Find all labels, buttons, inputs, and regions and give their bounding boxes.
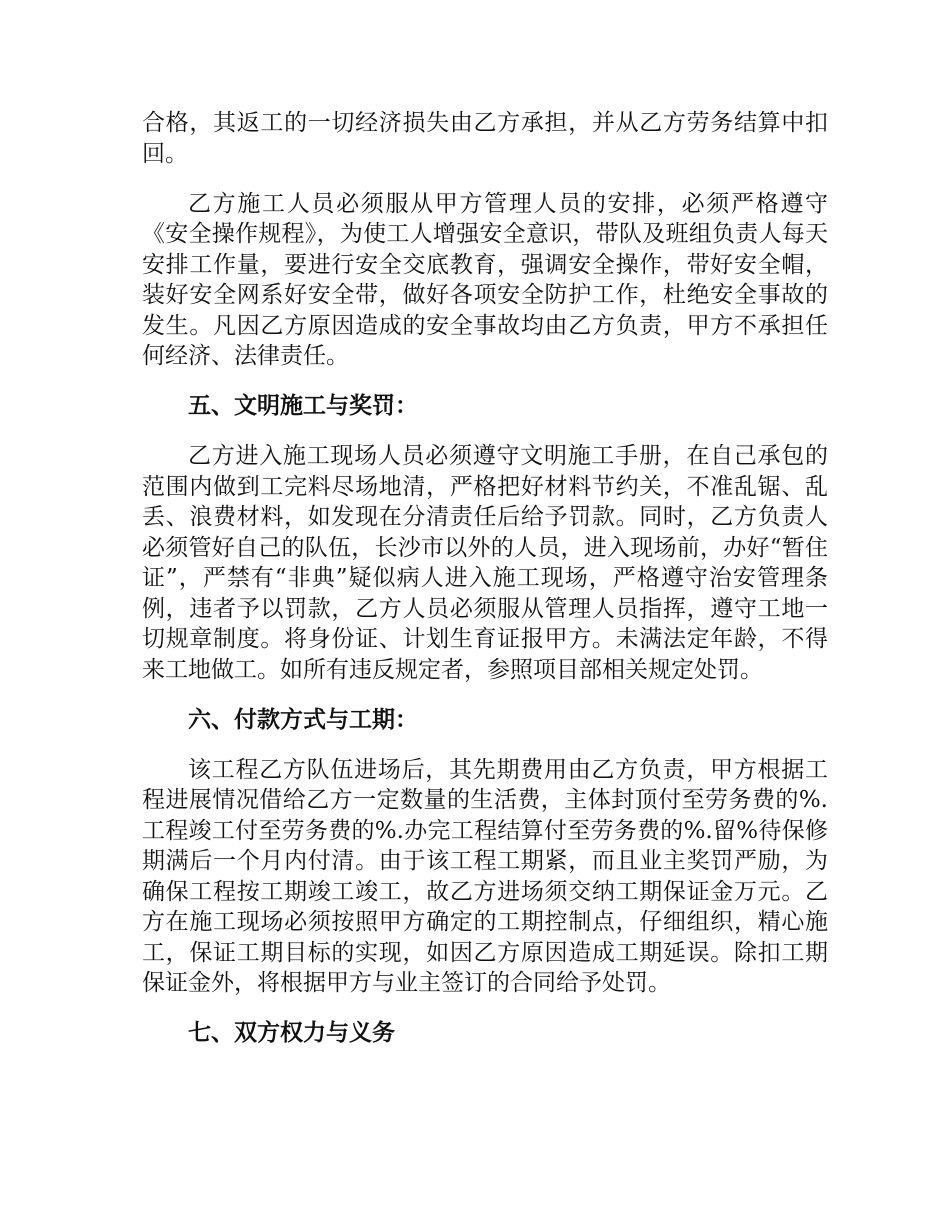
document-page [142,108,828,1068]
paragraph-civilized-construction: 乙方进入施工现场人员必须遵守文明施工手册，在自己承包的范围内做到工完料尽场地清，严格把好材料节约关，不准乱锯、乱丢、浪费材料，如发现在分清责任后给予罚款。同时，乙方负责人必须管好自己的队伍，长沙市以外的人员，进入现场前，办好“暂住证”，严禁有“非典”疑似病人进入施工现场，严格遵守治安管理条例，违者予以罚款，乙方人员必须服从管理人员指挥，遵守工地一切规章制度。将身份证、计划生育证报甲方。未满法定年龄，不得来工地做工。如所有违反规定者，参照项目部相关规定处罚。 [142,443,828,683]
section-heading-6: 六、付款方式与工期： [188,705,418,733]
paragraph-continuation: 合格，其返工的一切经济损失由乙方承担，并从乙方劳务结算中扣回。 [142,110,828,167]
paragraph-payment-schedule: 该工程乙方队伍进场后，其先期费用由乙方负责，甲方根据工程进展情况借给乙方一定数量的生活费，主体封顶付至劳务费的%.工程竣工付至劳务费的%.办完工程结算付至劳务费的%.留%待保修期满后一个月内付清。由于该工程工期紧，而且业主奖罚严励，为确保工程按工期竣工竣工，故乙方进场须交纳工期保证金万元。乙方在施工现场必须按照甲方确定的工期控制点，仔细组织，精心施工，保证工期目标的实现，如因乙方原因造成工期延误。除扣工期保证金外，将根据甲方与业主签订的合同给予处罚。 [142,756,828,996]
section-heading-5: 五、文明施工与奖罚： [188,392,418,419]
section-heading-7: 七、双方权力与义务 [188,1019,395,1046]
paragraph-safety: 乙方施工人员必须服从甲方管理人员的安排，必须严格遵守《安全操作规程》，为使工人增强安全意识，带队及班组负责人每天安排工作量，要进行安全交底教育，强调安全操作，带好安全帽，装好安全网系好安全带，做好各项安全防护工作，杜绝安全事故的发生。凡因乙方原因造成的安全事故均由乙方负责，甲方不承担任何经济、法律责任。 [142,190,828,369]
